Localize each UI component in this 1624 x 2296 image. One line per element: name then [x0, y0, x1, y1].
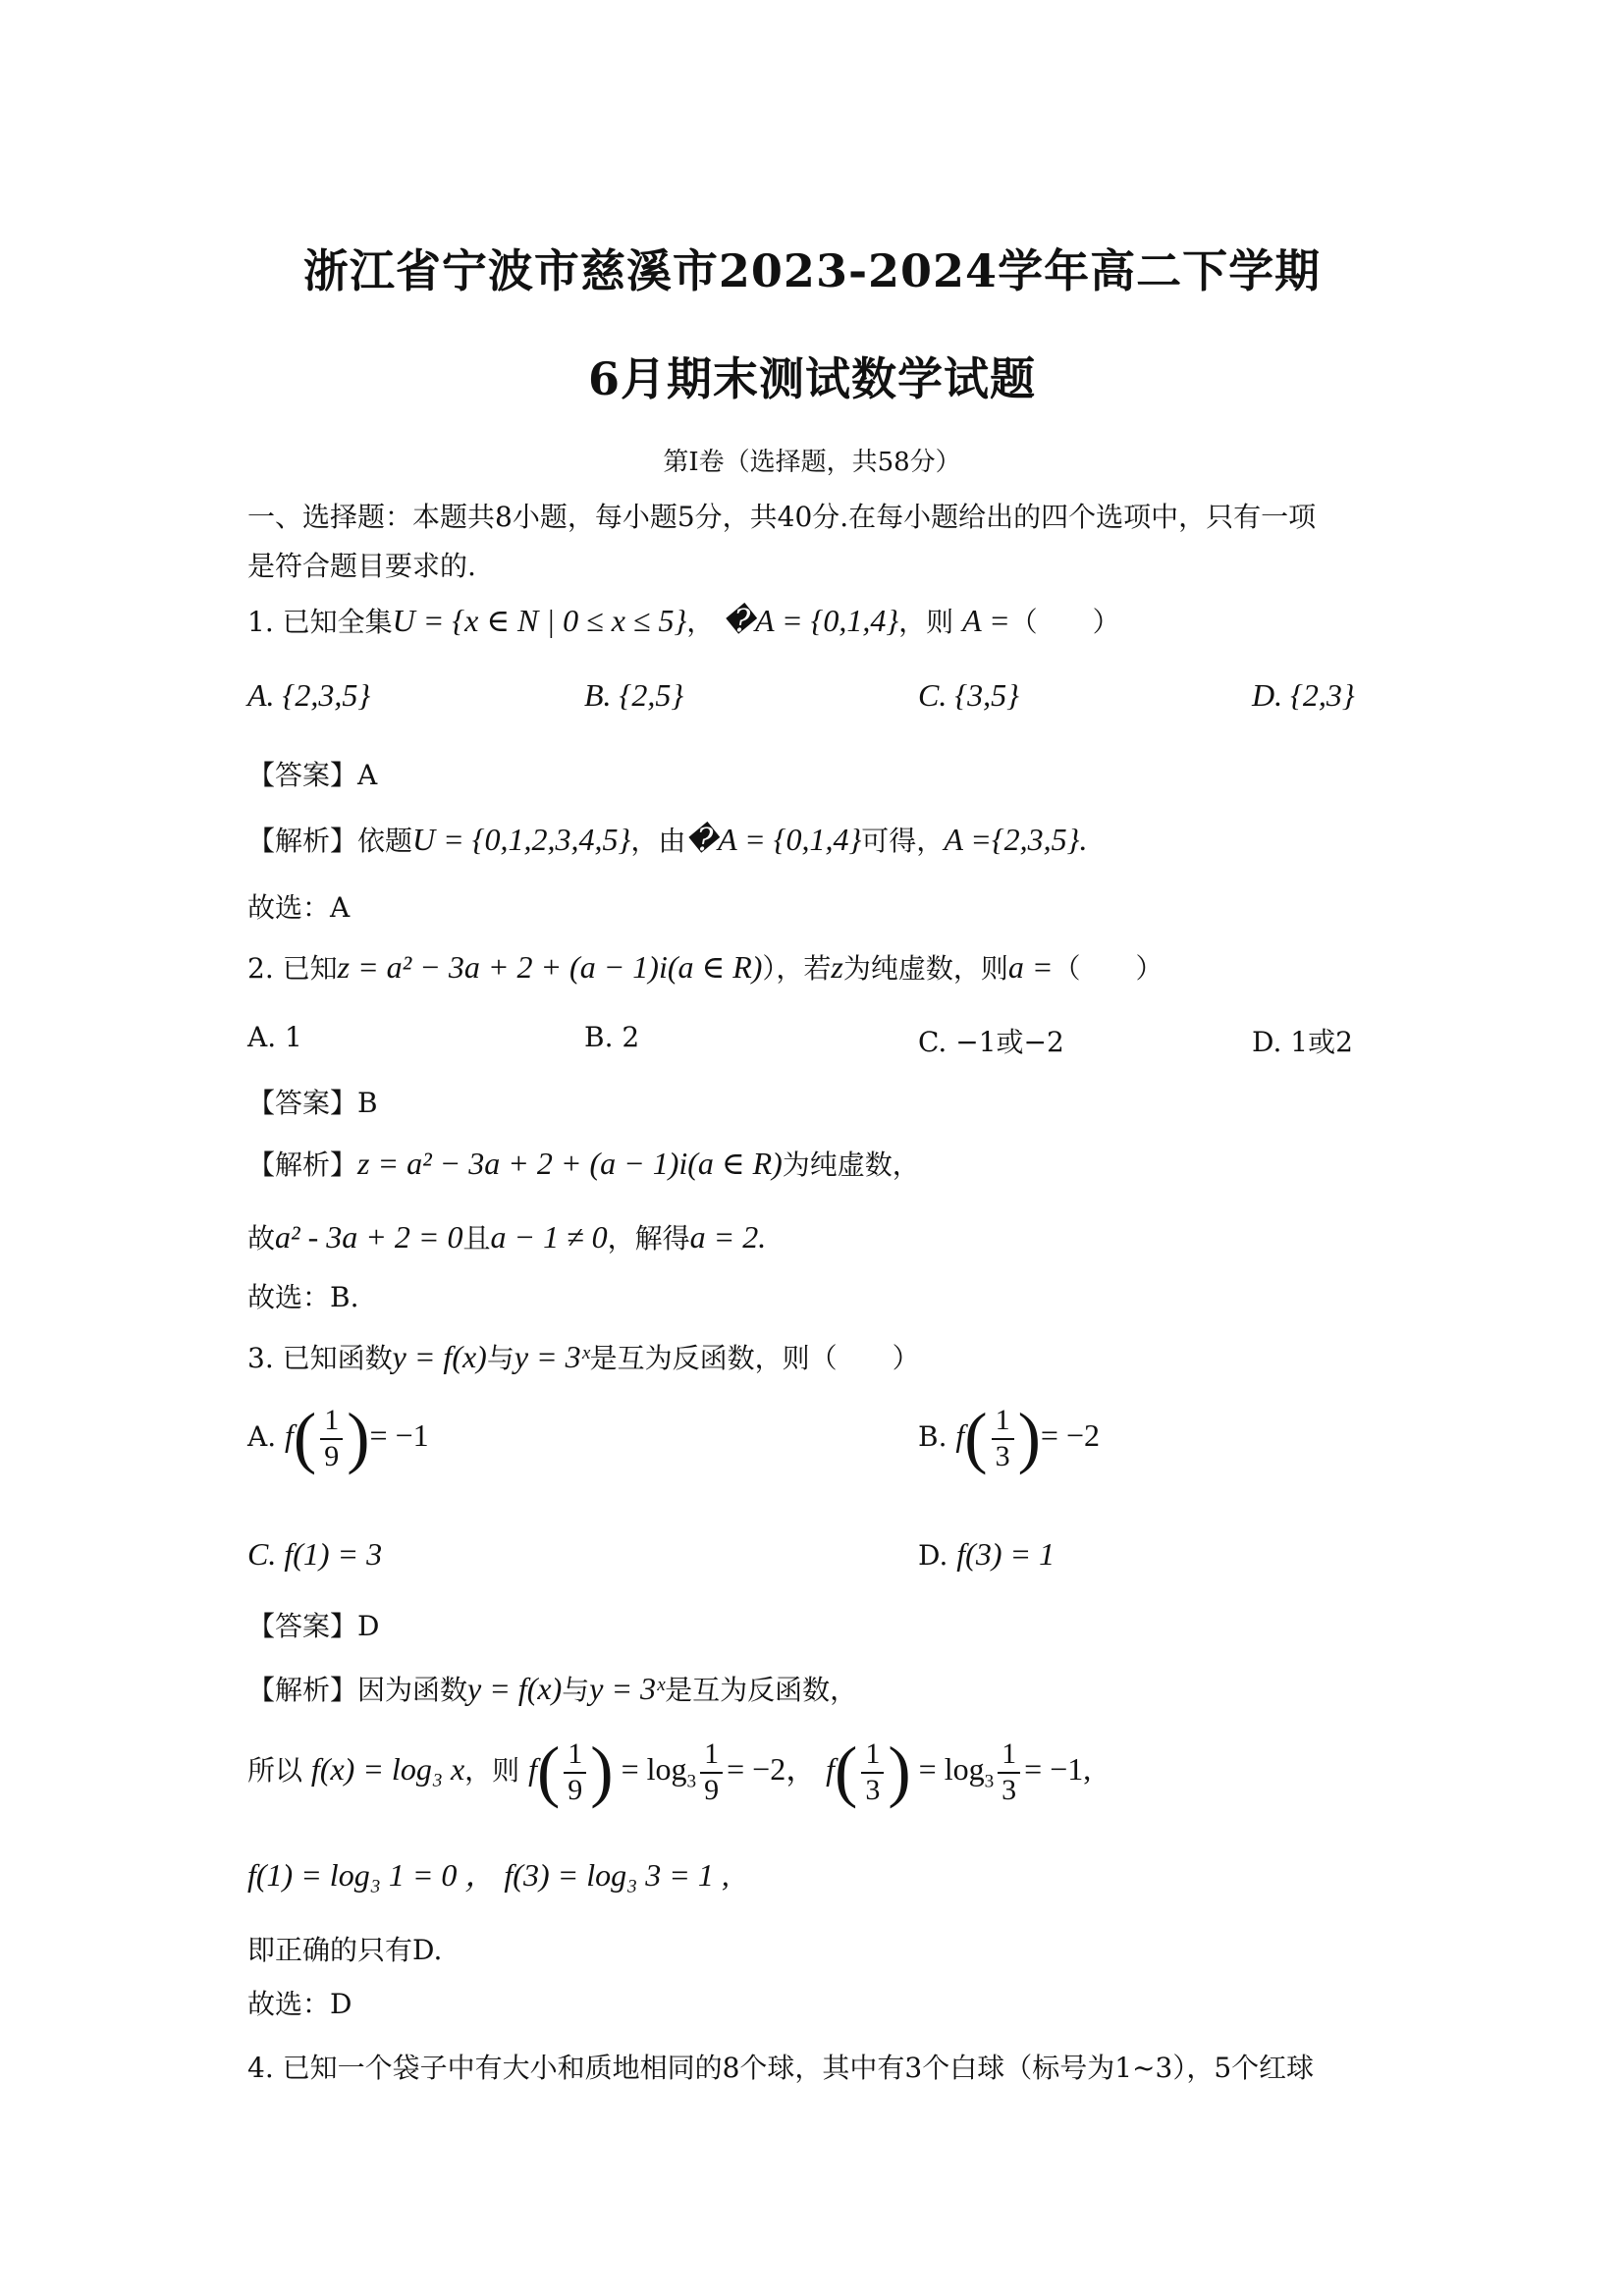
q1-blank: （ ） [1009, 606, 1120, 638]
q2-analysis-label: 【解析】 [247, 1148, 358, 1181]
q2-derive-eq2: a − 1 ≠ 0 [490, 1219, 608, 1255]
q1-analysis-u: U = {0,1,2,3,4,5} [412, 822, 631, 857]
q3-option-d [918, 1536, 1055, 1573]
q1-option-c: C. {3,5} [918, 677, 1019, 713]
q3-analysis-fx: f(x) = log₃ x [310, 1751, 465, 1787]
q3-answer: 【答案】D [247, 1610, 380, 1642]
q2-blank: （ ） [1053, 952, 1164, 985]
q3-analysis-frac3-num: 1 [861, 1737, 884, 1774]
q1-analysis [247, 820, 1087, 859]
q3-analysis-then: ，则 [464, 1754, 520, 1787]
q4-stem: 4. 已知一个袋子中有大小和质地相同的8个球，其中有3个白球（标号为1~3），5个红球 [247, 2052, 1315, 2084]
q2-derive-and: 且 [462, 1222, 491, 1255]
q3-analysis-frac2-num: 1 [700, 1737, 723, 1774]
q3-option-b-den: 3 [995, 1439, 1010, 1472]
q1-then: ，则 [898, 606, 954, 638]
q3-analysis-frac1-den: 9 [568, 1773, 583, 1806]
q3-option-a-den: 9 [324, 1439, 340, 1472]
q3-analysis-eq2-rhs: = −1 [1024, 1751, 1084, 1787]
q3-analysis-line2: 所以 f(x) = log₃ x，则 f( $\frac{1}{9}$ ) = $\log_3$ $\frac{1}{9}$ = −2， f( $\frac{1}{3}$ ) = $\log_3$ $\frac{1}{3}$ = −1, [247, 1734, 1092, 1810]
q2-derive [247, 1217, 766, 1256]
q1-option-b: B. {2,5} [584, 677, 684, 713]
q2-answer: 【答案】B [247, 1087, 378, 1119]
q3-analysis-prefix: 【解析】因为函数 [247, 1674, 468, 1706]
q3-func: y = f(x) [392, 1339, 487, 1374]
q1-analysis-can: 可得， [861, 825, 945, 857]
q2-option-d: D. 1或2 [1252, 1026, 1353, 1058]
q3-option-b: B. f( $\frac{1}{3}$ )= −2 [918, 1400, 1100, 1476]
exam-title-line1: 浙江省宁波市慈溪市2023-2024学年高二下学期 [302, 244, 1322, 297]
q2-option-b: B. 2 [584, 1021, 640, 1053]
section1-instructions-line1: 一、选择题：本题共8小题，每小题5分，共40分.在每小题给出的四个选项中，只有一项 [247, 501, 1317, 533]
q1-complement: �A = {0,1,4} [723, 603, 899, 638]
q3-analysis-line3: f(1) = log₃ 1 = 0 ， f(3) = log₃ 3 = 1 , [247, 1857, 730, 1893]
q1-answer: 【答案】A [247, 759, 378, 791]
q2-derive-solve: ，解得 [607, 1222, 690, 1255]
q2-derive-eq1: a² - 3a + 2 = 0 [275, 1219, 463, 1255]
q1-analysis-complement: �A = {0,1,4} [685, 822, 862, 857]
q3-option-b-num: 1 [992, 1404, 1014, 1440]
q3-option-b-label: B. [918, 1420, 947, 1453]
q3-tail: 是互为反函数，则（ ） [589, 1342, 920, 1374]
q3-analysis-frac1-num: 1 [564, 1737, 586, 1774]
q1-choose: 故选：A [247, 891, 351, 924]
q3-option-d-label: D. [918, 1539, 948, 1572]
q2-ask: a = [1007, 949, 1054, 985]
section1-instructions-line2: 是符合题目要求的. [247, 550, 476, 582]
q2-analysis-tail: 为纯虚数， [782, 1148, 920, 1181]
part1-heading: 第I卷（选择题，共58分） [663, 448, 961, 477]
q3-option-c: C. f(1) = 3 [247, 1536, 383, 1572]
q2-tail1: ），若 [762, 952, 832, 985]
q2-option-c: C. −1或−2 [918, 1026, 1064, 1058]
q3-analysis-with: 与 [562, 1674, 590, 1706]
q1-option-d: D. {2,3} [1252, 677, 1355, 713]
q3-analysis-frac4-num: 1 [998, 1737, 1020, 1774]
q1-ask: A = [962, 603, 1010, 638]
q3-analysis-tail: 是互为反函数， [665, 1674, 858, 1706]
q1-analysis-mid: ，由 [630, 825, 686, 857]
q2-tail2: 为纯虚数，则 [842, 952, 1008, 985]
q2-choose: 故选：B. [247, 1281, 359, 1313]
q2-stem [247, 947, 1163, 987]
q2-z: z [831, 949, 843, 985]
q3-analysis-exp: y = 3ˣ [589, 1671, 666, 1706]
exam-title-line2: 6月期末测试数学试题 [587, 352, 1036, 405]
q3-analysis-func: y = f(x) [467, 1671, 563, 1706]
q2-derive-result: a = 2. [689, 1219, 767, 1255]
q1-set-u: U = {x ∈ N | 0 ≤ x ≤ 5} [392, 603, 687, 638]
q3-option-d-expr: f(3) = 1 [956, 1536, 1056, 1572]
q2-derive-prefix: 故 [247, 1222, 276, 1255]
q2-option-a: A. 1 [247, 1021, 302, 1053]
q2-expr: z = a² − 3a + 2 + (a − 1)i(a ∈ R) [337, 949, 763, 985]
q1-analysis-result: A ={2,3,5}. [944, 822, 1088, 857]
q3-option-a-num: 1 [320, 1404, 343, 1440]
q3-with: 与 [486, 1342, 514, 1374]
q3-analysis-eq1-rhs: = −2 [727, 1751, 786, 1787]
q1-option-a: A. {2,3,5} [247, 677, 371, 713]
q1-sep: ， [686, 606, 715, 638]
q2-prefix: 2. 已知 [247, 952, 338, 985]
q3-analysis-frac4-den: 3 [1001, 1773, 1017, 1806]
q3-exp: y = 3ˣ [514, 1339, 590, 1374]
q3-analysis-line2-prefix: 所以 [247, 1754, 303, 1787]
q3-analysis-line4: 即正确的只有D. [247, 1934, 443, 1966]
q3-prefix: 3. 已知函数 [247, 1342, 393, 1374]
q3-analysis-frac2-den: 9 [704, 1773, 720, 1806]
q3-stem [247, 1337, 920, 1376]
q3-option-a-label: A. [247, 1420, 277, 1453]
q1-stem [247, 601, 1120, 640]
q3-option-a-rhs: = −1 [369, 1417, 429, 1453]
q2-analysis [247, 1144, 920, 1183]
q3-option-b-rhs: = −2 [1040, 1417, 1100, 1453]
q1-analysis-label: 【解析】依题 [247, 825, 413, 857]
q1-prefix: 1. 已知全集 [247, 606, 393, 638]
q3-choose: 故选：D [247, 1988, 352, 2020]
q3-analysis-line1 [247, 1669, 857, 1708]
q3-option-a: A. f( $\frac{1}{9}$ )= −1 [247, 1400, 429, 1476]
q2-analysis-expr: z = a² − 3a + 2 + (a − 1)i(a ∈ R) [357, 1146, 783, 1181]
q3-analysis-frac3-den: 3 [865, 1773, 881, 1806]
